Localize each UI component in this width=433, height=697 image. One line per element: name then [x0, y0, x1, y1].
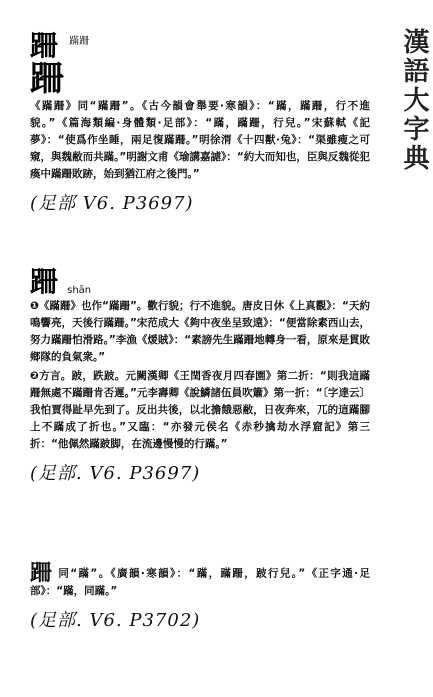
entry-1-headword-2: 跚 [30, 59, 64, 99]
entry-2-sense-2: ❷方言。跛，跌跛。元闕漢卿《王閏香夜月四春園》第二折：“則我這蹣跚無處不蹣跚肯否遲。”元李壽卿《說鱗諸伍員吹簫》第一折：“〔字達云〕我怕賈得趾早先到了。反出共後，以北擔餓惡敝，日夜奔來，兀的這蹣腳上不蹣成了折也。”又臨：“亦發元侯名《赤秒擒劫水浮窟記》第三折：“他佩然蹣跛脚，在流邊慢慢的行蹣。” [30, 370, 370, 450]
entry-3-handwritten-note: (足部. V6. P3702) [30, 609, 201, 631]
entry-3-definition: 同“蹣”。《廣韻·寒韻》：“蹣，蹣跚，跛行兒。”《正字通·足部》：“蹣，同蹣。” [30, 567, 370, 597]
dictionary-title: 漢語大字典 [399, 28, 429, 173]
entry-1-handwritten-note: (足部 V6. P3697) [30, 193, 194, 214]
entry-1-head-note: 蹣跚 [69, 36, 90, 47]
entry-3-headword: 跚 [30, 561, 54, 586]
entry-2-sense-1: ❶《蹣跚》也作“蹣跚”。歡行貌；行不進貌。唐皮日休《上真觀》：“天約鳴響亮，天後行蹣跚。”宋范成大《夠中夜坐呈致遠》：“便當除素西山去，努力蹣跚怕滑路。”李漁《煖賊》：“素謗先生蹣跚地轉身一看，原來是貫敗鄉隊的負氣衆。” [30, 300, 370, 363]
entry-2 [30, 265, 370, 485]
entry-2-pinyin: shān [67, 285, 92, 296]
entry-1-definition: 《蹣跚》同“蹣跚”。《古今韻會舉要·寒韻》：“蹣，蹣跚，行不進貌。”《篇海類編·身體類·足部》：“蹣，蹣跚，行兒。”宋蘇軾《記夢》：“使爲作坐睡，兩足復蹣跚。”明徐渭《十四獸·兔》：“渠雖瘦之可窺，與魏敝而共蹣。”明謝文甫《瑜講嘉謔》：“約大而知也，臣與反魏從犯瘓中蹣跚敗跡，始到猶江府之後門。” [30, 100, 370, 180]
entry-3 [30, 561, 370, 632]
entry-2-headword: 跚 [30, 265, 59, 298]
entry-1-headword: 跚 [30, 29, 59, 62]
entry-3-line [30, 561, 370, 600]
entry-2-handwritten-note: (足部. V6. P3697) [30, 463, 201, 484]
entry-1 [30, 29, 370, 215]
